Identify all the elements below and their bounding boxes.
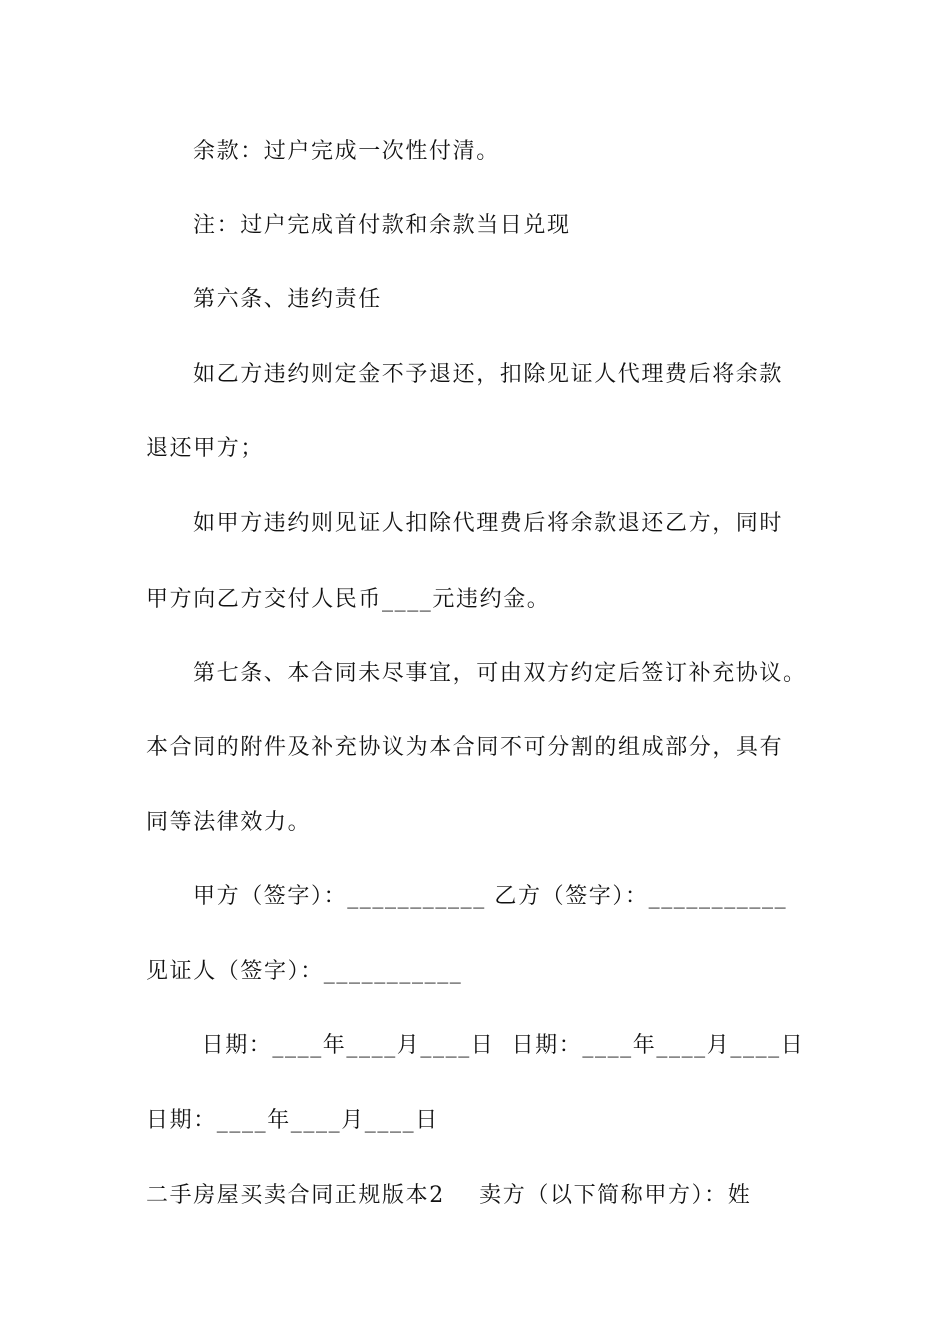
article-six-heading: 第六条、违约责任	[193, 287, 382, 312]
balance-payment-clause: 余款：过户完成一次性付清。	[193, 139, 500, 164]
next-contract-heading: 二手房屋买卖合同正规版本2 卖方（以下简称甲方）：姓	[146, 1183, 752, 1208]
party-b-breach-clause-continued: 退还甲方；	[146, 436, 265, 461]
party-a-breach-clause: 如甲方违约则见证人扣除代理费后将余款退还乙方，同时	[193, 511, 784, 536]
signature-line-parties: 甲方（签字）：___________ 乙方（签字）：___________	[193, 884, 788, 909]
date-line-witness: 日期：____年____月____日	[146, 1108, 439, 1133]
party-a-breach-clause-continued: 甲方向乙方交付人民币____元违约金。	[146, 587, 551, 612]
date-line-parties: 日期：____年____月____日 日期：____年____月____日	[193, 1033, 805, 1058]
party-b-breach-clause: 如乙方违约则定金不予退还，扣除见证人代理费后将余款	[193, 362, 784, 387]
signature-line-witness: 见证人（签字）：___________	[146, 959, 463, 984]
article-seven-clause-end: 同等法律效力。	[146, 810, 312, 835]
article-seven-clause: 第七条、本合同未尽事宜，可由双方约定后签订补充协议。	[193, 661, 807, 686]
payment-note: 注：过户完成首付款和余款当日兑现	[193, 213, 571, 238]
article-seven-clause-continued: 本合同的附件及补充协议为本合同不可分割的组成部分，具有	[146, 735, 784, 760]
